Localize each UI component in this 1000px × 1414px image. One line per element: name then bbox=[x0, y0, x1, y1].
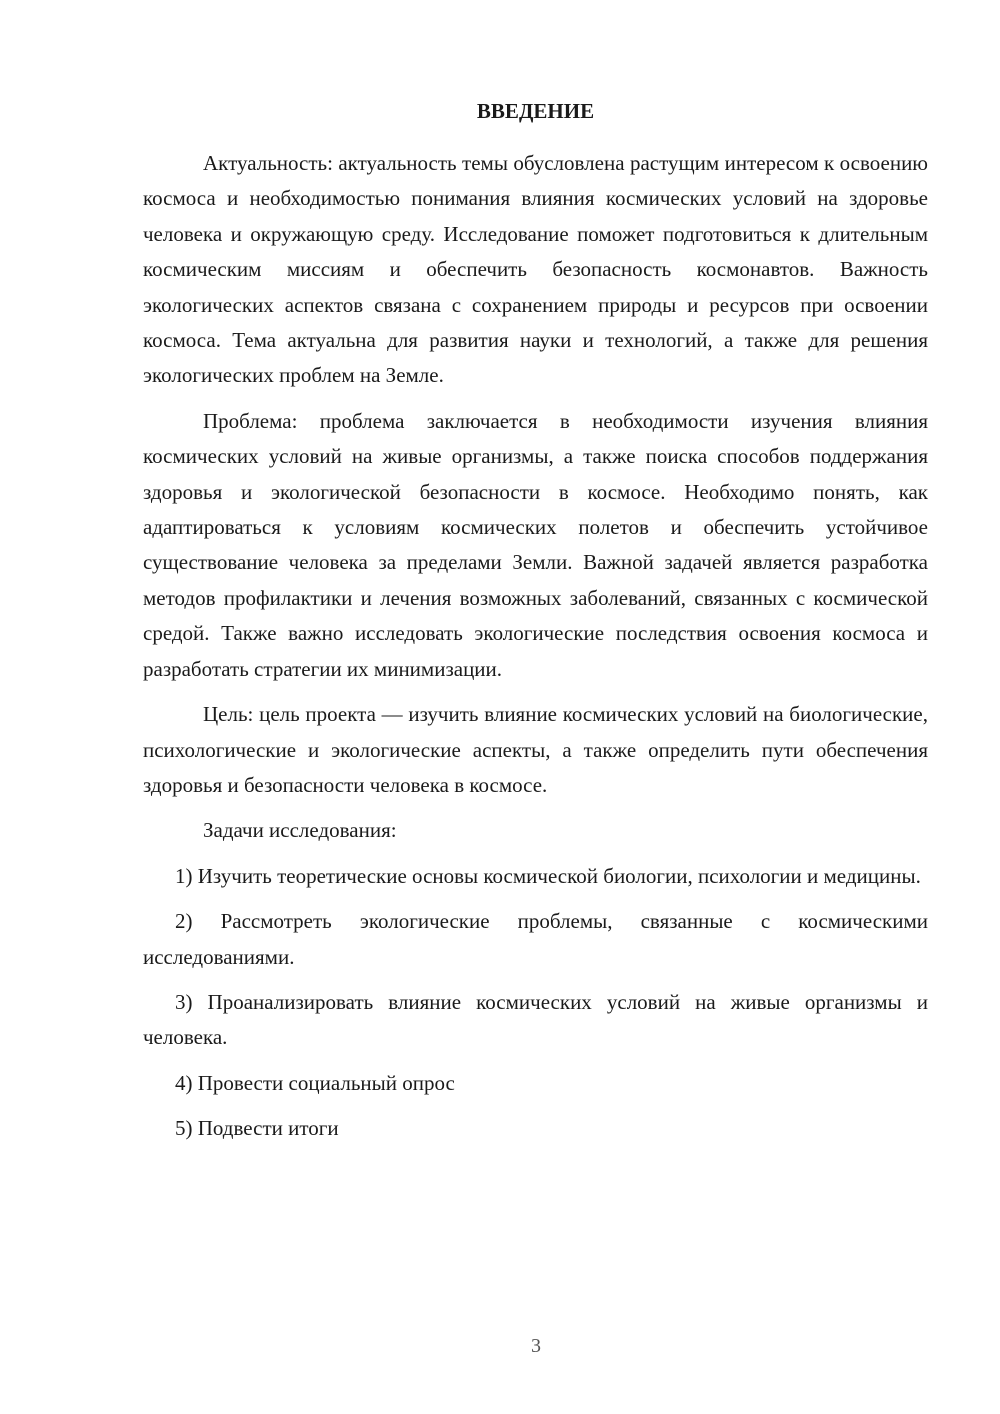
task-item-3: 3) Проанализировать влияние космических условий на живые организмы и человека. bbox=[143, 989, 928, 1050]
document-body bbox=[143, 98, 928, 1157]
task-item-4: 4) Провести социальный опрос bbox=[175, 1070, 455, 1095]
paragraph-relevance: Актуальность: актуальность темы обусловлена растущим интересом к освоению космоса и необходимостью понимания влияния космических условий на здоровье человека и окружающую среду. Исследование поможет подготовиться к длительным космическим миссиям и обеспечить безопасность космонавтов. Важность экологических аспектов связана с сохранением природы и ресурсов при освоении космоса. Тема актуальна для развития науки и технологий, а также для решения экологических проблем на Земле. bbox=[143, 151, 928, 388]
page-number: 3 bbox=[531, 1335, 541, 1357]
paragraph-problem: Проблема: проблема заключается в необходимости изучения влияния космических условий на живые организмы, а также поиска способов поддержания здоровья и экологической безопасности в космосе. Необходимо понять, как адаптироваться к условиям космических полетов и обеспечить устойчивое существование человека за пределами Земли. Важной задачей является разработка методов профилактики и лечения возможных заболеваний, связанных с космической средой. Также важно исследовать экологические последствия освоения космоса и разработать стратегии их минимизации. bbox=[143, 408, 928, 681]
task-item-2: 2) Рассмотреть экологические проблемы, связанные с космическими исследованиями. bbox=[143, 909, 928, 969]
section-title: ВВЕДЕНИЕ bbox=[476, 99, 595, 123]
paragraph-goal: Цель: цель проекта — изучить влияние космических условий на биологические, психологические и экологические аспекты, а также определить пути обеспечения здоровья и безопасности человека в космосе. bbox=[143, 702, 928, 797]
task-item-1: 1) Изучить теоретические основы космической биологии, психологии и медицины. bbox=[175, 863, 921, 888]
task-item-5: 5) Подвести итоги bbox=[175, 1116, 339, 1141]
tasks-heading: Задачи исследования: bbox=[203, 818, 397, 843]
